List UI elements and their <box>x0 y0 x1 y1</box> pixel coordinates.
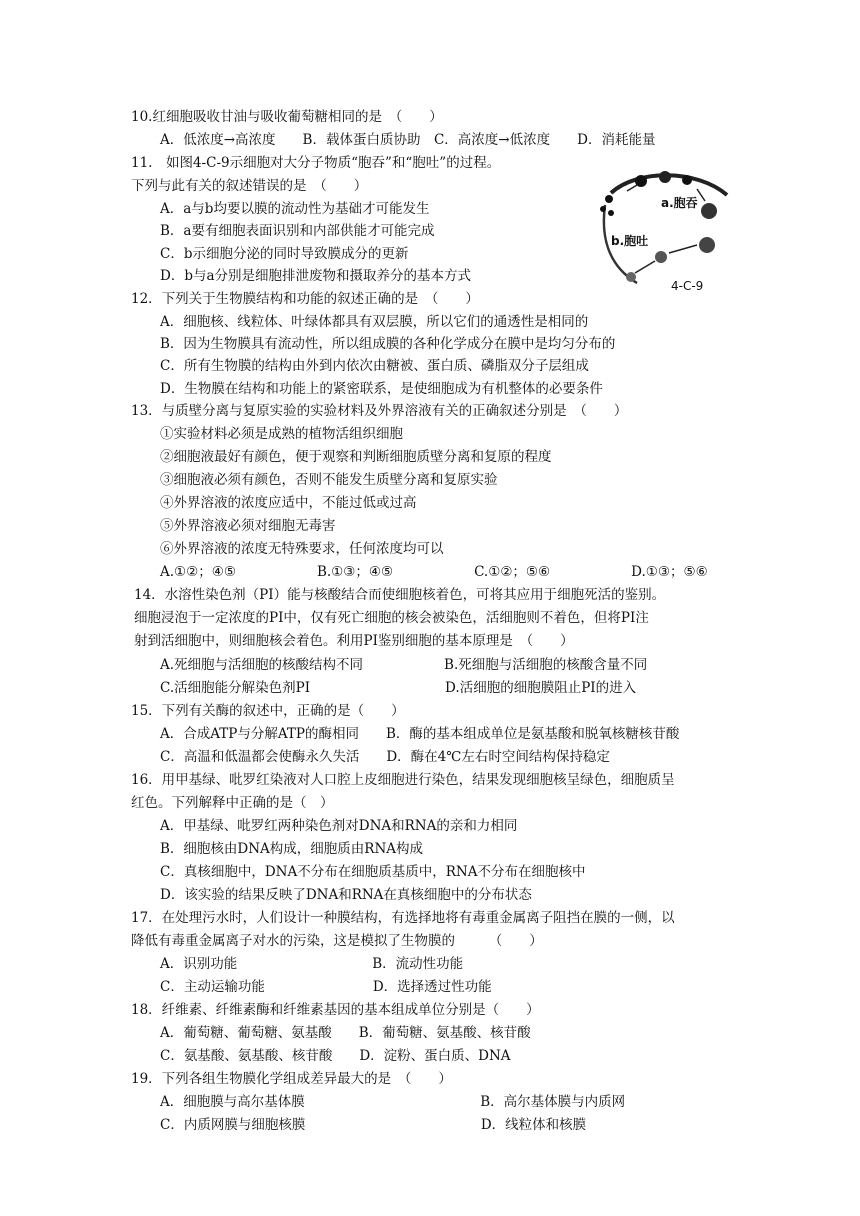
q13-item-6: ⑥外界溶液的浓度无特殊要求，任何浓度均可以 <box>160 541 444 557</box>
q15-options-ab: A．合成ATP与分解ATP的酶相同 B．酶的基本组成单位是氨基酸和脱氧核糖核苷酸 <box>160 726 680 742</box>
figure-caption: 4-C-9 <box>671 279 704 293</box>
q13-options: A.①②；④⑤ B.①③；④⑤ C.①②；⑤⑥ D.①③；⑤⑥ <box>160 564 708 580</box>
arrow <box>635 261 655 273</box>
q13-item-2: ②细胞液最好有颜色，便于观察和判断细胞质壁分离和复原的程度 <box>160 449 552 465</box>
q13-item-5: ⑤外界溶液必须对细胞无毒害 <box>160 518 336 534</box>
q19-stem: 19．下列各组生物膜化学组成差异最大的是 （ ） <box>131 1071 452 1087</box>
q11-option-a: A．a与b均要以膜的流动性为基础才可能发生 <box>160 201 430 217</box>
q12-option-d: D．生物膜在结构和功能上的紧密联系，是使细胞成为有机整体的必要条件 <box>160 381 603 397</box>
q18-stem: 18．纤维素、纤维素酶和纤维素基因的基本组成单位分别是（ ） <box>131 1002 540 1018</box>
q15-options-cd: C．高温和低温都会使酶永久失活 D．酶在4℃左右时空间结构保持稳定 <box>160 749 610 765</box>
q11-option-d: D．b与a分别是细胞排泄废物和摄取养分的基本方式 <box>160 268 472 284</box>
q17-stem: 17．在处理污水时，人们设计一种膜结构，有选择地将有毒重金属离子阻挡在膜的一侧，以 <box>131 910 675 926</box>
q14-stem-cont2: 射到活细胞中，则细胞核会着色。利用PI鉴别细胞的基本原理是 （ ） <box>134 633 574 649</box>
q16-option-b: B．细胞核由DNA构成，细胞质由RNA构成 <box>160 841 424 857</box>
q11-stem-cont: 下列与此有关的叙述错误的是 （ ） <box>131 178 368 194</box>
label-a: a.胞吞 <box>661 196 698 210</box>
q17-options-ab: A．识别功能 B．流动性功能 <box>160 956 464 972</box>
q15-stem: 15．下列有关酶的叙述中，正确的是（ ） <box>131 703 405 719</box>
endocytosis-exocytosis-figure <box>597 165 737 295</box>
particle <box>600 206 606 212</box>
q16-option-d: D．该实验的结果反映了DNA和RNA在真核细胞中的分布状态 <box>160 887 532 903</box>
q16-stem: 16．用甲基绿、吡罗红染液对人口腔上皮细胞进行染色，结果发现细胞核呈绿色，细胞质呈 <box>131 772 675 788</box>
q16-option-c: C．真核细胞中，DNA不分布在细胞质基质中，RNA不分布在细胞核中 <box>160 864 586 880</box>
vesicle <box>701 203 717 219</box>
q12-option-b: B．因为生物膜具有流动性，所以组成膜的各种化学成分在膜中是均匀分布的 <box>160 336 616 352</box>
cell-diagram <box>597 165 737 295</box>
q16-stem-cont: 红色。下列解释中正确的是（ ） <box>131 795 334 811</box>
q16-option-a: A．甲基绿、吡罗红两种染色剂对DNA和RNA的亲和力相同 <box>160 818 518 834</box>
arrow <box>669 245 697 253</box>
q11-option-b: B．a要有细胞表面识别和内部供能才可能完成 <box>160 223 435 239</box>
q13-stem: 13．与质壁分离与复原实验的实验材料及外界溶液有关的正确叙述分别是 （ ） <box>131 403 628 419</box>
q14-stem-cont: 细胞浸泡于一定浓度的PI中，仅有死亡细胞的核会被染色，活细胞则不着色，但将PI注 <box>134 610 649 626</box>
q18-options-ab: A．葡萄糖、葡萄糖、氨基酸 B．葡萄糖、氨基酸、核苷酸 <box>160 1025 531 1041</box>
q18-options-cd: C．氨基酸、氨基酸、核苷酸 D．淀粉、蛋白质、DNA <box>160 1048 511 1064</box>
q14-options-ab: A.死细胞与活细胞的核酸结构不同 B.死细胞与活细胞的核酸含量不同 <box>160 657 648 673</box>
q19-options-ab: A．细胞膜与高尔基体膜 B．高尔基体膜与内质网 <box>160 1094 626 1110</box>
q12-stem: 12．下列关于生物膜结构和功能的叙述正确的是 （ ） <box>131 291 479 307</box>
arrow <box>697 189 705 201</box>
q14-options-cd: C.活细胞能分解染色剂PI D.活细胞的细胞膜阻止PI的进入 <box>160 680 637 696</box>
particle <box>605 195 613 203</box>
q14-stem: 14．水溶性染色剂（PI）能与核酸结合而使细胞核着色，可将其应用于细胞死活的鉴别。 <box>134 587 666 603</box>
q13-item-3: ③细胞液必须有颜色，否则不能发生质壁分离和复原实验 <box>160 472 498 488</box>
q12-option-c: C．所有生物膜的结构由外到内依次由糖被、蛋白质、磷脂双分子层组成 <box>160 358 589 374</box>
vesicle <box>655 251 667 263</box>
q10-stem: 10.红细胞吸收甘油与吸收葡萄糖相同的是 （ ） <box>131 109 443 125</box>
q11-stem: 11. 如图4-C-9示细胞对大分子物质“胞吞”和“胞吐”的过程。 <box>131 155 501 171</box>
q13-item-4: ④外界溶液的浓度应适中，不能过低或过高 <box>160 495 417 511</box>
q17-stem-cont: 降低有毒重金属离子对水的污染，这是模拟了生物膜的 （ ） <box>131 933 543 949</box>
arrow <box>627 185 637 191</box>
label-b: b.胞吐 <box>611 234 649 248</box>
vesicle <box>659 171 671 183</box>
vesicle <box>699 237 715 253</box>
q11-option-c: C．b示细胞分泌的同时导致膜成分的更新 <box>160 246 409 262</box>
q12-option-a: A．细胞核、线粒体、叶绿体都具有双层膜，所以它们的通透性是相同的 <box>160 314 589 330</box>
particle <box>608 210 614 216</box>
vesicle <box>682 175 692 185</box>
q13-item-1: ①实验材料必须是成熟的植物活组织细胞 <box>160 426 403 442</box>
q10-options: A．低浓度→高浓度 B．载体蛋白质协助 C．高浓度→低浓度 D．消耗能量 <box>160 132 656 148</box>
q17-options-cd: C．主动运输功能 D．选择透过性功能 <box>160 979 492 995</box>
q19-options-cd: C．内质网膜与细胞核膜 D．线粒体和核膜 <box>160 1117 587 1133</box>
vesicle <box>626 272 636 282</box>
